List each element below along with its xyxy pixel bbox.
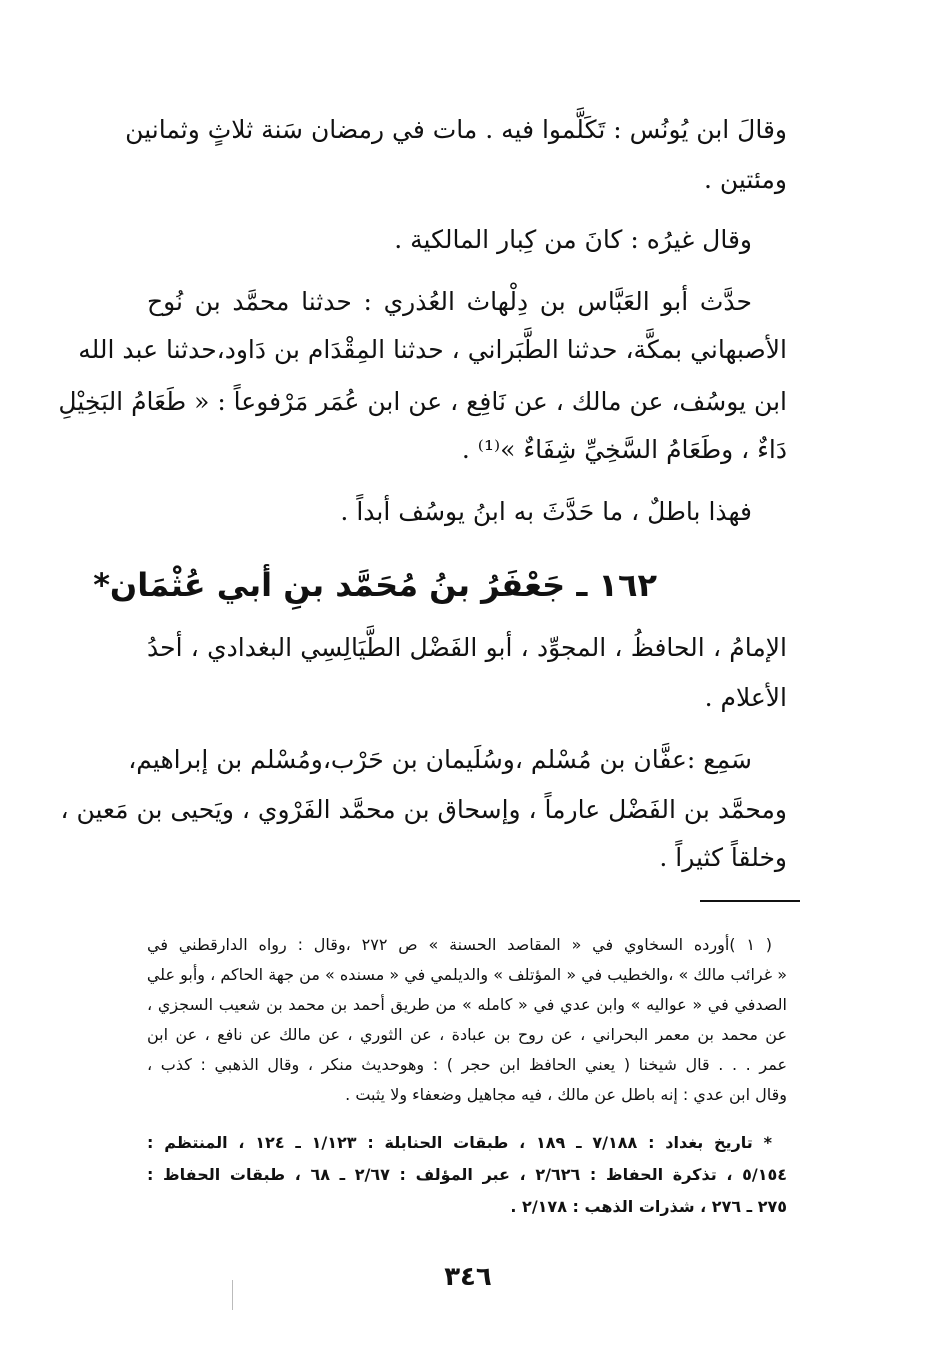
text-line: حدَّث أبو العَبَّاس بن دِلْهاث العُذري : حدثنا محمَّد بن نُوح — [147, 287, 752, 316]
text-line: دَاءٌ ، وطَعَامُ السَّخِيِّ شِفَاءٌ »⁽¹⁾ . — [461, 435, 787, 464]
text-line: الأصبهاني بمكَّة، حدثنا الطَّبَراني ، حدثنا المِقْدَام بن دَاود،حدثنا عبد الله — [78, 335, 787, 364]
scan-mark — [232, 1280, 233, 1310]
sources-line: ٢٧٥ ـ ٢٧٦ ، شذرات الذهب : ٢/١٧٨ . — [510, 1197, 787, 1216]
footnote-line: ( ١ )أورده السخاوي في « المقاصد الحسنة » ص ٢٧٢ ،وقال : رواه الدارقطني في — [147, 935, 773, 954]
sources-line: * تاريخ بغداد : ٧/١٨٨ ـ ١٨٩ ، طبقات الحنابلة : ١/١٢٣ ـ ١٢٤ ، المنتظم : — [147, 1133, 772, 1152]
bio-line: ومحمَّد بن الفَضْل عارماً ، وإسحاق بن محمَّد الفَرْوي ، ويَحيى بن مَعين ، — [60, 795, 787, 824]
entry-heading: ١٦٢ ـ جَعْفَرُ بنُ مُحَمَّد بنِ أبي عُثْمَان* — [93, 566, 657, 604]
text-line: وقال غيرُه : كانَ من كِبار المالكية . — [394, 225, 752, 254]
footnote-divider — [700, 900, 800, 902]
text-line: وقالَ ابن يُونُس : تَكَلَّموا فيه . مات في رمضان سَنة ثلاثٍ وثمانين — [125, 115, 787, 144]
footnote-line: عن محمد بن معمر البحراني ، عن روح بن عبادة ، عن الثوري ، عن مالك عن نافع ، عن ابن — [147, 1025, 787, 1044]
text-line: ابن يوسُف، عن مالك ، عن نَافِع ، عن ابن عُمَر مَرْفوعاً : « طَعَامُ البَخِيْلِ — [58, 387, 787, 416]
page-number: ٣٤٦ — [444, 1262, 492, 1292]
bio-line: الأعلام . — [704, 683, 787, 712]
bio-line: الإمامُ ، الحافظُ ، المجوِّد ، أبو الفَضْل الطَّيَالِسِي البغدادي ، أحدُ — [147, 633, 787, 662]
bio-line: سَمِع :عفَّان بن مُسْلم ،وسُلَيمان بن حَرْب،ومُسْلم بن إبراهيم، — [128, 745, 752, 774]
footnote-line: الصدفي في « عواليه » وابن عدي في « كامله » من طريق أحمد بن محمد بن شعيب السجزي ، — [147, 995, 787, 1014]
footnote-line: « غرائب مالك » ،والخطيب في « المؤتلف » والديلمي في « مسنده » من جهة الحاكم ، وأبو علي — [146, 965, 787, 984]
footnote-line: عمر . . . قال شيخنا ( يعني الحافظ ابن حجر ) : وهوحديث منكر ، وقال الذهبي : كذب ، — [147, 1055, 787, 1074]
text-line: فهذا باطلٌ ، ما حَدَّثَ به ابنُ يوسُف أبداً . — [340, 497, 752, 526]
bio-line: وخلقاً كثيراً . — [659, 843, 787, 872]
sources-line: ٥/١٥٤ ، تذكرة الحفاظ : ٢/٦٢٦ ، عبر المؤلف : ٢/٦٧ ـ ٦٨ ، طبقات الحفاظ : — [147, 1165, 788, 1184]
footnote-line: وقال ابن عدي : إنه باطل عن مالك ، فيه مجاهيل وضعفاء ولا يثبت . — [345, 1085, 787, 1104]
text-line: ومئتين . — [703, 165, 787, 194]
